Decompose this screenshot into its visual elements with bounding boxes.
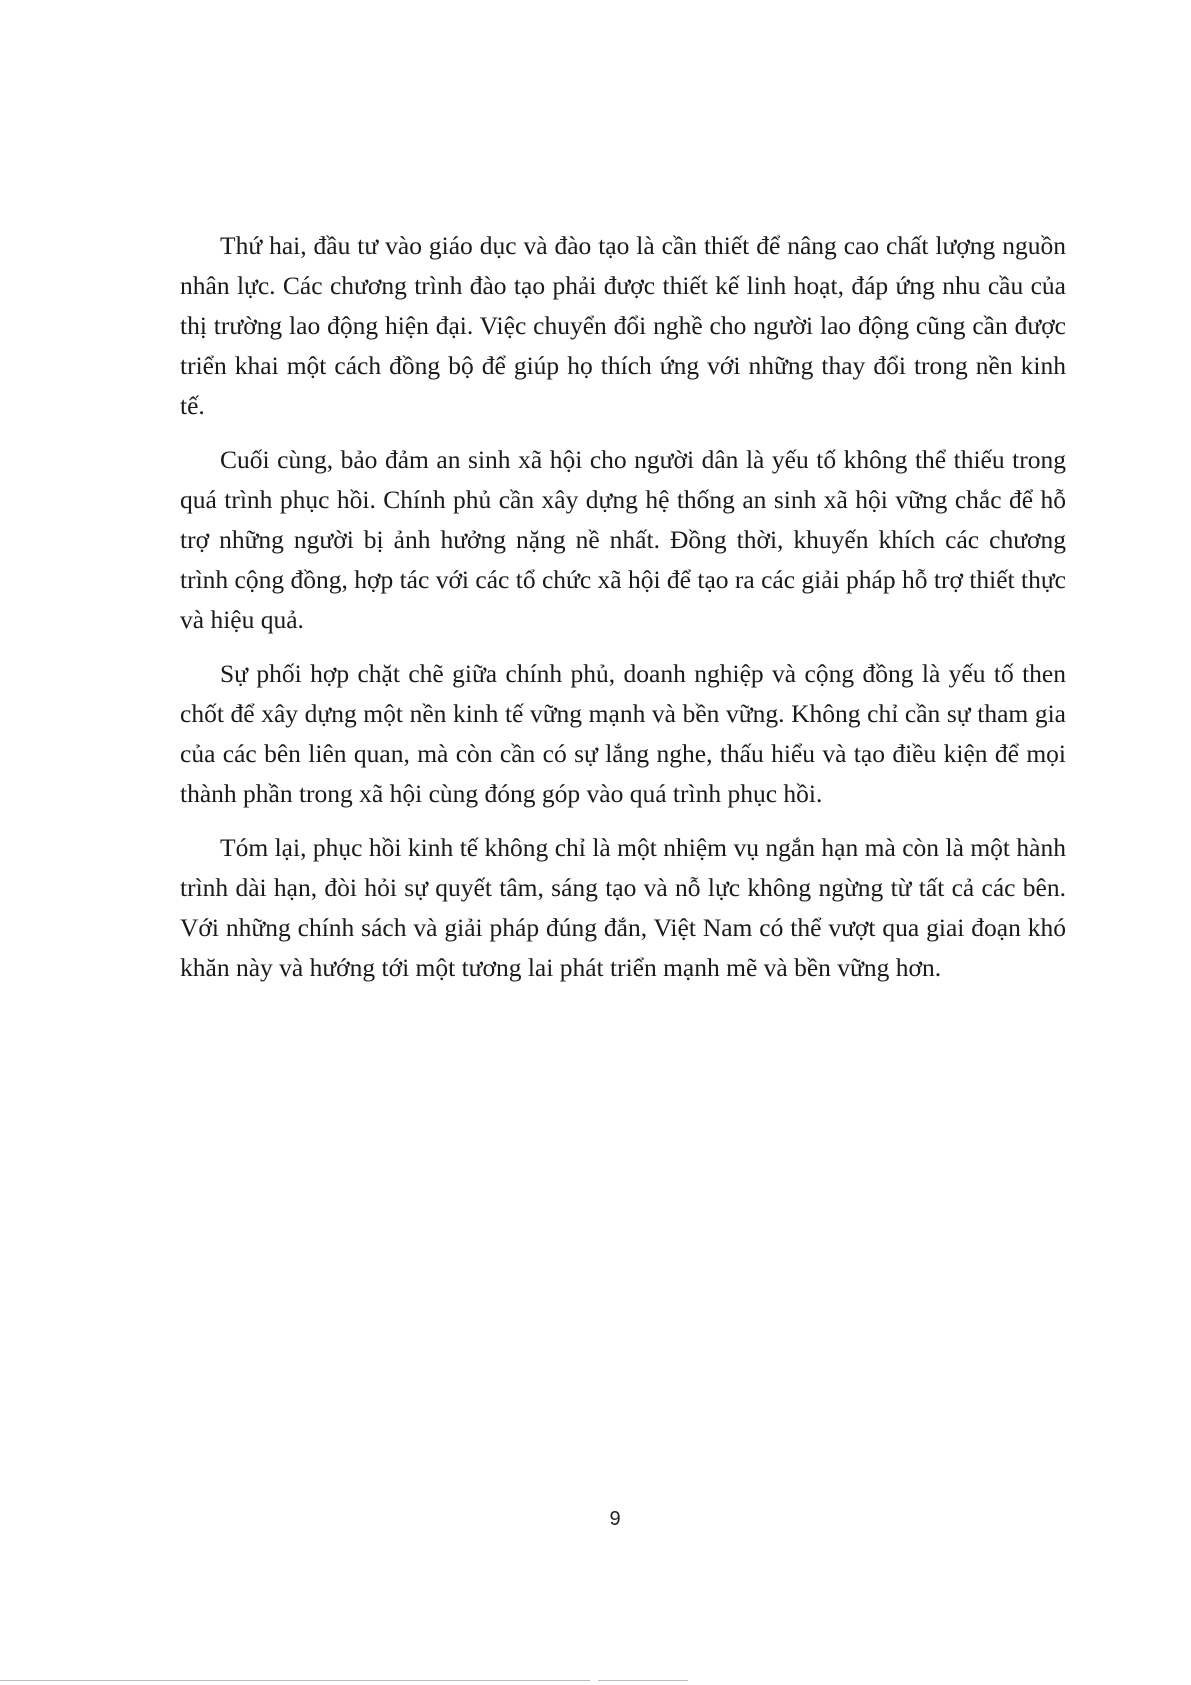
- paragraph-coordination: Sự phối hợp chặt chẽ giữa chính phủ, doanh nghiệp và cộng đồng là yếu tố then chốt để xây dựng một nền kinh tế vững mạnh và bền vững. Không chỉ cần sự tham gia của các bên liên quan, mà còn cần có sự lắng nghe, thấu hiểu và tạo điều kiện để mọi thành phần trong xã hội cùng đóng góp vào quá trình phục hồi.: [180, 659, 1066, 808]
- paragraph-conclusion: Tóm lại, phục hồi kinh tế không chỉ là một nhiệm vụ ngắn hạn mà còn là một hành trình dài hạn, đòi hỏi sự quyết tâm, sáng tạo và nỗ lực không ngừng từ tất cả các bên. Với những chính sách và giải pháp đúng đắn, Việt Nam có thể vượt qua giai đoạn khó khăn này và hướng tới một tương lai phát triển mạnh mẽ và bền vững hơn.: [180, 833, 1066, 982]
- paragraph-social-security: Cuối cùng, bảo đảm an sinh xã hội cho người dân là yếu tố không thể thiếu trong quá trình phục hồi. Chính phủ cần xây dựng hệ thống an sinh xã hội vững chắc để hỗ trợ những người bị ảnh hưởng nặng nề nhất. Đồng thời, khuyến khích các chương trình cộng đồng, hợp tác với các tổ chức xã hội để tạo ra các giải pháp hỗ trợ thiết thực và hiệu quả.: [180, 445, 1066, 634]
- paragraph-education-training: Thứ hai, đầu tư vào giáo dục và đào tạo là cần thiết để nâng cao chất lượng nguồn nhân lực. Các chương trình đào tạo phải được thiết kế linh hoạt, đáp ứng nhu cầu của thị trường lao động hiện đại. Việc chuyển đổi nghề cho người lao động cũng cần được triển khai một cách đồng bộ để giúp họ thích ứng với những thay đổi trong nền kinh tế.: [180, 231, 1066, 420]
- footer-rule: [598, 1680, 688, 1681]
- body-text: [180, 226, 1066, 1002]
- page-number: 9: [609, 1508, 621, 1530]
- footer-rule: [0, 1680, 590, 1681]
